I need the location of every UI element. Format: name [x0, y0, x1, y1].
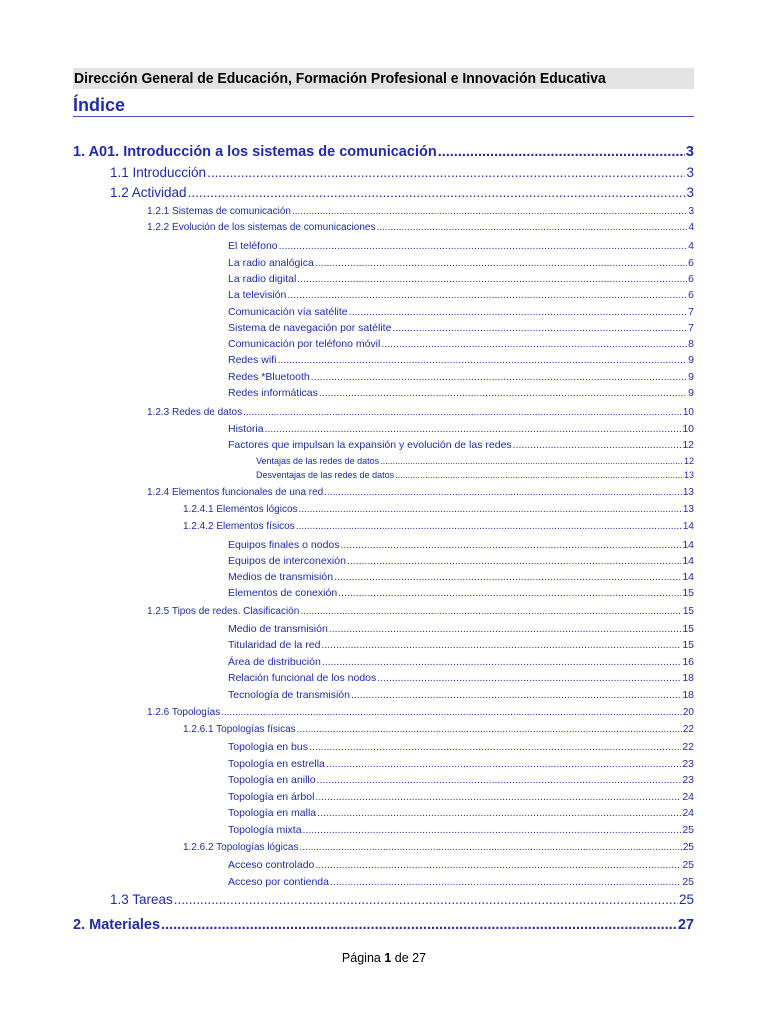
toc-dot-leader [265, 422, 682, 437]
toc-dot-leader [381, 337, 687, 352]
toc-entry-label: Relación funcional de los nodos [228, 672, 377, 684]
toc-entry-page: 15 [682, 623, 694, 635]
toc-entry-page: 9 [688, 354, 694, 366]
toc-entry[interactable] [228, 538, 694, 553]
toc-entry-page: 14 [682, 555, 694, 567]
toc-entry[interactable] [147, 486, 694, 500]
toc-dot-leader [315, 790, 681, 805]
toc-entry-label: 1.2.5 Tipos de redes. Clasificación [147, 606, 300, 617]
toc-entry-label: 1.2.6 Topologías [147, 707, 221, 718]
toc-entry-label: Topología en árbol [228, 791, 315, 803]
toc-entry-page: 23 [682, 774, 694, 786]
toc-entry-label: Acceso controlado [228, 859, 315, 871]
toc-entry[interactable] [147, 221, 694, 235]
toc-dot-leader [243, 406, 682, 420]
toc-entry[interactable] [183, 723, 694, 737]
toc-entry[interactable] [228, 337, 694, 352]
toc-entry-page: 8 [688, 338, 694, 350]
toc-entry-label: 1.2.6.2 Topologías lógicas [183, 842, 299, 853]
toc-entry-label: Acceso por contienda [228, 876, 329, 888]
toc-entry[interactable] [228, 570, 694, 585]
toc-entry-label: Topología mixta [228, 824, 302, 836]
toc-entry-label: El teléfono [228, 240, 278, 252]
toc-entry-label: 1.2.3 Redes de datos [147, 407, 243, 418]
toc-entry-page: 22 [682, 724, 694, 735]
toc-entry-page: 16 [682, 656, 694, 668]
toc-entry-page: 27 [677, 917, 694, 933]
toc-entry-page: 15 [682, 606, 694, 617]
toc-dot-leader [341, 538, 682, 553]
toc-entry-page: 3 [686, 185, 694, 200]
toc-entry-label: 1.2.4.1 Elementos lógicos [183, 504, 298, 515]
toc-entry-label: Equipos finales o nodos [228, 539, 340, 551]
toc-entry-page: 25 [682, 859, 694, 871]
footer-prefix: Página [341, 951, 381, 965]
toc-dot-leader [317, 806, 681, 821]
toc-entry[interactable] [228, 858, 694, 873]
toc-entry[interactable] [110, 184, 694, 202]
toc-entry-page: 24 [682, 791, 694, 803]
toc-entry[interactable] [228, 288, 694, 303]
toc-dot-leader [161, 915, 677, 935]
toc-entry-label: Sistema de navegación por satélite [228, 322, 392, 334]
toc-dot-leader [351, 688, 681, 703]
toc-entry[interactable] [228, 622, 694, 637]
toc-dot-leader [277, 353, 687, 368]
toc-entry[interactable] [73, 142, 694, 162]
toc-entry-label: 2. Materiales [73, 917, 161, 933]
toc-dot-leader [207, 164, 685, 182]
toc-entry-page: 6 [688, 289, 694, 301]
toc-entry[interactable] [228, 256, 694, 271]
toc-dot-leader [330, 875, 681, 890]
toc-entry[interactable] [228, 740, 694, 755]
footer-total-pages: 27 [412, 951, 427, 965]
toc-dot-leader [188, 184, 686, 202]
toc-entry-label: Redes informáticas [228, 387, 318, 399]
toc-entry[interactable] [228, 239, 694, 254]
toc-entry-label: Topología en malla [228, 807, 317, 819]
toc-dot-leader [300, 605, 682, 619]
toc-dot-leader [315, 858, 681, 873]
header-org-text: Dirección General de Educación, Formación Profesional e Innovación Educativa [74, 70, 606, 87]
toc-entry-page: 9 [688, 371, 694, 383]
toc-dot-leader [377, 671, 681, 686]
toc-entry[interactable] [183, 503, 694, 517]
page-footer [0, 951, 768, 965]
toc-entry-label: Historia [228, 423, 264, 435]
toc-entry-page: 25 [682, 876, 694, 888]
toc-entry[interactable] [183, 520, 694, 534]
toc-entry[interactable] [110, 891, 694, 909]
toc-entry-label: Tecnología de transmisión [228, 689, 350, 701]
toc-entry-label: Topología en bus [228, 741, 308, 753]
toc-entry-page: 12 [682, 439, 694, 451]
toc-entry-label: Desventajas de las redes de datos [256, 470, 395, 480]
toc-entry-page: 24 [682, 807, 694, 819]
toc-entry-page: 14 [682, 571, 694, 583]
toc-entry[interactable] [256, 469, 694, 482]
toc-entry[interactable] [228, 586, 694, 601]
toc-entry[interactable] [228, 875, 694, 890]
toc-entry-label: La televisión [228, 289, 287, 301]
title-rule [73, 116, 694, 117]
toc-entry-label: Equipos de interconexión [228, 555, 346, 567]
toc-entry[interactable] [228, 773, 694, 788]
toc-entry[interactable] [228, 353, 694, 368]
toc-dot-leader [324, 486, 682, 500]
toc-entry-page: 3 [688, 206, 694, 217]
toc-entry-label: La radio analógica [228, 257, 314, 269]
toc-dot-leader [303, 823, 682, 838]
footer-current-page: 1 [384, 951, 392, 965]
document-header [73, 68, 694, 89]
toc-entry[interactable] [228, 638, 694, 653]
toc-entry[interactable] [228, 554, 694, 569]
toc-entry-page: 4 [688, 240, 694, 252]
toc-entry[interactable] [147, 605, 694, 619]
toc-dot-leader [279, 239, 688, 254]
toc-entry[interactable] [147, 205, 694, 219]
toc-entry-label: Elementos de conexión [228, 587, 338, 599]
toc-dot-leader [221, 706, 682, 720]
toc-entry-page: 25 [678, 892, 694, 907]
toc-entry[interactable] [228, 386, 694, 401]
toc-entry-label: 1.3 Tareas [110, 892, 173, 907]
toc-entry[interactable] [228, 671, 694, 686]
toc-entry[interactable] [228, 370, 694, 385]
toc-entry-page: 7 [688, 322, 694, 334]
toc-entry[interactable] [228, 806, 694, 821]
toc-entry[interactable] [110, 164, 694, 182]
toc-dot-leader [297, 272, 687, 287]
toc-entry-label: 1.2 Actividad [110, 185, 187, 200]
toc-entry-page: 7 [688, 306, 694, 318]
toc-dot-leader [321, 638, 681, 653]
toc-entry-page: 9 [688, 387, 694, 399]
toc-entry-page: 25 [682, 824, 694, 836]
toc-entry[interactable] [228, 321, 694, 336]
toc-entry-label: Comunicación vía satélite [228, 306, 348, 318]
toc-entry[interactable] [228, 688, 694, 703]
toc-dot-leader [326, 757, 681, 772]
toc-dot-leader [347, 554, 681, 569]
toc-dot-leader [334, 570, 681, 585]
toc-entry-label: Ventajas de las redes de datos [256, 456, 380, 466]
toc-entry[interactable] [228, 422, 694, 437]
toc-entry-page: 13 [682, 504, 694, 515]
toc-entry[interactable] [256, 455, 694, 468]
toc-entry[interactable] [228, 272, 694, 287]
toc-entry[interactable] [228, 438, 694, 453]
index-title: Índice [73, 95, 126, 115]
toc-dot-leader [315, 256, 687, 271]
toc-entry-label: Factores que impulsan la expansión y evolución de las redes [228, 439, 512, 451]
toc-entry-label: Comunicación por teléfono móvil [228, 338, 381, 350]
toc-entry-label: Medios de transmisión [228, 571, 334, 583]
toc-entry-page: 10 [682, 423, 694, 435]
toc-entry-label: 1. A01. Introducción a los sistemas de comunicación [73, 144, 437, 160]
toc-entry[interactable] [147, 706, 694, 720]
toc-entry[interactable] [228, 823, 694, 838]
toc-dot-leader [309, 740, 681, 755]
toc-entry-page: 3 [686, 165, 694, 180]
toc-entry[interactable] [183, 841, 694, 855]
toc-entry-page: 18 [682, 689, 694, 701]
toc-entry-label: 1.2.2 Evolución de los sistemas de comunicaciones [147, 222, 376, 233]
toc-dot-leader [317, 773, 682, 788]
toc-entry-label: 1.2.4 Elementos funcionales de una red [147, 487, 324, 498]
toc-entry-label: Topología en anillo [228, 774, 316, 786]
toc-dot-leader [349, 305, 688, 320]
toc-dot-leader [395, 469, 683, 482]
toc-dot-leader [319, 386, 687, 401]
toc-dot-leader [376, 221, 687, 235]
toc-entry-page: 14 [682, 539, 694, 551]
toc-dot-leader [174, 891, 678, 909]
toc-dot-leader [438, 142, 685, 162]
toc-entry-page: 23 [682, 758, 694, 770]
toc-entry-page: 14 [682, 521, 694, 532]
toc-entry[interactable] [228, 305, 694, 320]
toc-dot-leader [513, 438, 682, 453]
toc-dot-leader [299, 841, 681, 855]
toc-entry-page: 4 [688, 222, 694, 233]
toc-dot-leader [311, 370, 687, 385]
toc-dot-leader [392, 321, 687, 336]
toc-entry-label: 1.2.4.2 Elementos físicos [183, 521, 295, 532]
toc-dot-leader [296, 520, 682, 534]
toc-entry-label: Titularidad de la red [228, 639, 321, 651]
toc-entry[interactable] [228, 757, 694, 772]
toc-entry[interactable] [228, 655, 694, 670]
toc-entry-page: 3 [685, 144, 694, 160]
toc-entry[interactable] [228, 790, 694, 805]
toc-entry-label: Redes *Bluetooth [228, 371, 310, 383]
toc-dot-leader [292, 205, 687, 219]
toc-entry-page: 12 [683, 456, 694, 466]
toc-entry[interactable] [147, 406, 694, 420]
toc-entry-label: 1.2.1 Sistemas de comunicación [147, 206, 291, 217]
toc-dot-leader [299, 503, 682, 517]
toc-dot-leader [287, 288, 687, 303]
toc-entry-page: 10 [682, 407, 694, 418]
toc-entry-label: Redes wifi [228, 354, 277, 366]
toc-dot-leader [329, 622, 682, 637]
toc-dot-leader [338, 586, 681, 601]
toc-entry-label: Medio de transmisión [228, 623, 328, 635]
footer-middle: de [394, 951, 409, 965]
toc-entry-page: 25 [682, 842, 694, 853]
toc-dot-leader [297, 723, 682, 737]
toc-entry-page: 13 [682, 487, 694, 498]
toc-dot-leader [322, 655, 682, 670]
toc-entry-page: 20 [682, 707, 694, 718]
toc-entry-label: La radio digital [228, 273, 297, 285]
toc-entry-page: 22 [682, 741, 694, 753]
toc-entry[interactable] [73, 915, 694, 935]
toc-dot-leader [380, 455, 683, 468]
toc-entry-page: 13 [683, 470, 694, 480]
toc-entry-page: 15 [682, 639, 694, 651]
toc-entry-page: 6 [688, 273, 694, 285]
toc-entry-label: Área de distribución [228, 656, 321, 668]
toc-entry-label: 1.1 Introducción [110, 165, 207, 180]
toc-entry-page: 18 [682, 672, 694, 684]
toc-entry-label: Topología en estrella [228, 758, 325, 770]
toc-entry-page: 15 [682, 587, 694, 599]
toc-entry-label: 1.2.6.1 Topologías físicas [183, 724, 296, 735]
toc-entry-page: 6 [688, 257, 694, 269]
